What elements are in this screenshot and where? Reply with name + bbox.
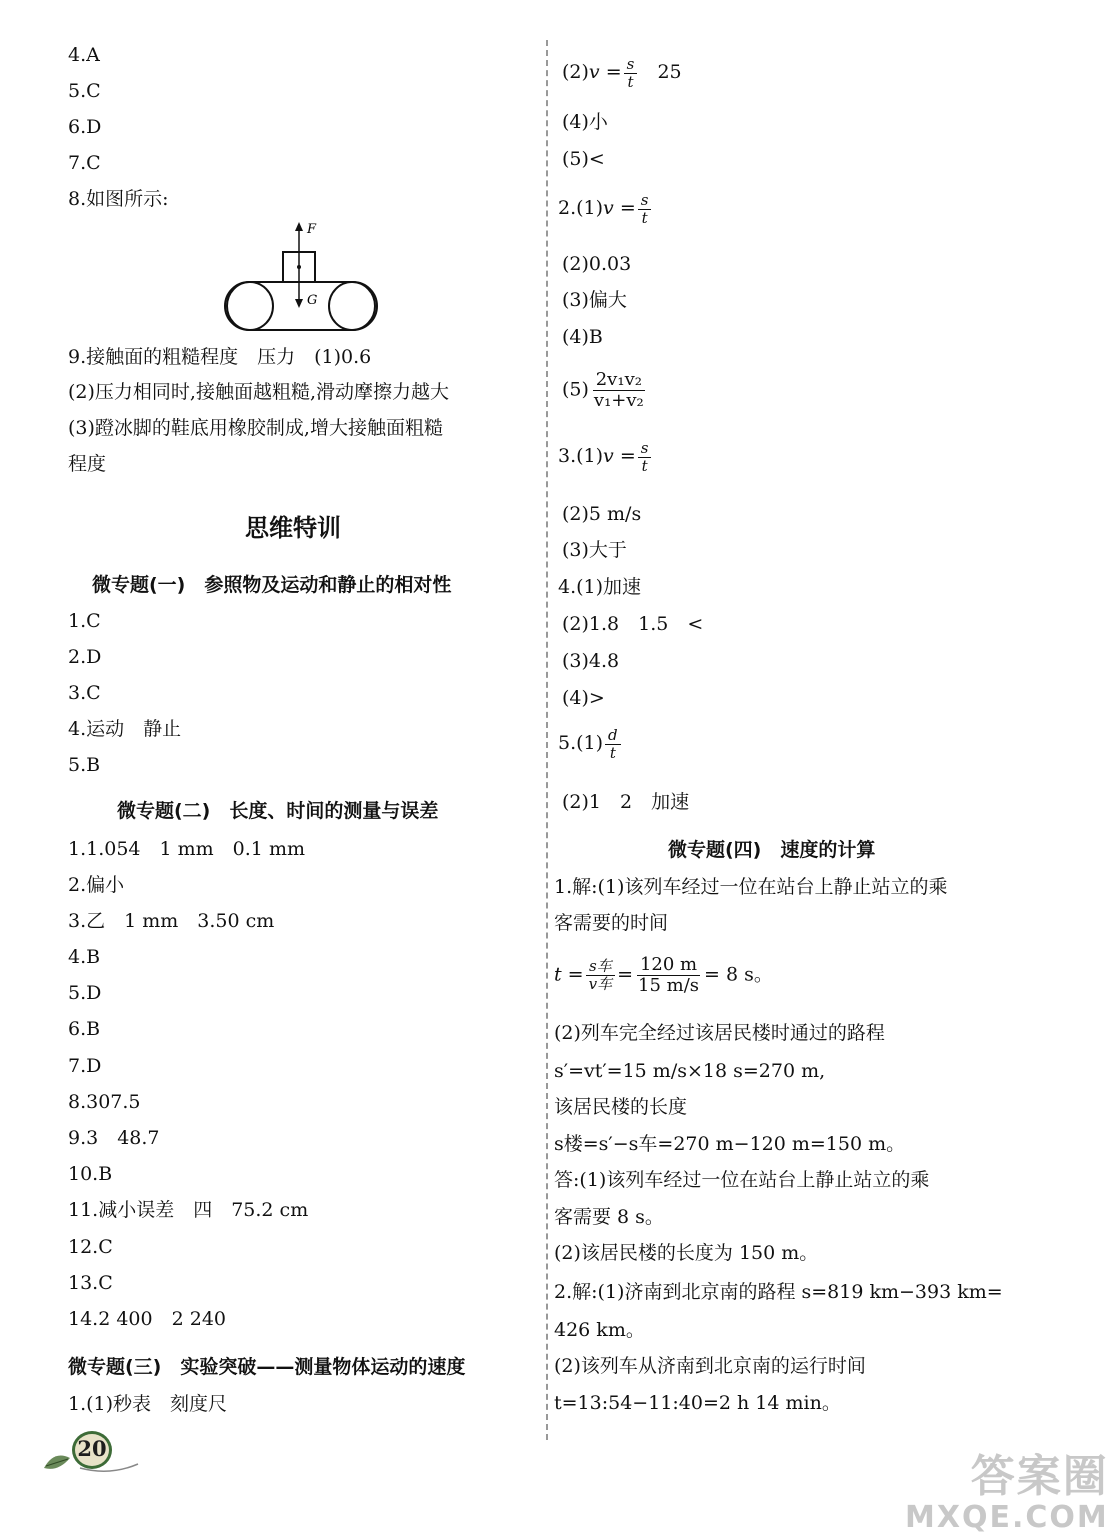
micro-topic-1-title: 微专题(一) 参照物及运动和静止的相对性 xyxy=(92,574,452,596)
ms2-answer: 1.1.054 1 mm 0.1 mm xyxy=(68,838,305,860)
ms2-answer: 3.乙 1 mm 3.50 cm xyxy=(68,910,275,932)
ms1-answer: 1.C xyxy=(68,610,101,632)
ms2-answer: 14.2 400 2 240 xyxy=(68,1308,227,1330)
r-q2-1: 2.(1)v = $\frac{s}{t}$ xyxy=(558,192,653,226)
ms2-answer: 2.偏小 xyxy=(68,874,125,896)
sol2-line: t=13:54−11:40=2 h 14 min。 xyxy=(554,1392,841,1414)
r-q5-2: (2)1 2 加速 xyxy=(562,791,690,813)
sol1-line: 客需要 8 s。 xyxy=(554,1206,664,1228)
answer-9-line1: 9.接触面的粗糙程度 压力 (1)0.6 xyxy=(68,346,372,368)
ms3-answer-1: 1.(1)秒表 刻度尺 xyxy=(68,1393,228,1415)
page-number-badge xyxy=(40,1428,140,1478)
r-q1-4: (4)小 xyxy=(562,111,608,133)
ms1-answer: 3.C xyxy=(68,682,101,704)
answer-7: 7.C xyxy=(68,152,101,174)
ms2-answer: 6.B xyxy=(68,1018,101,1040)
ms2-answer: 12.C xyxy=(68,1236,113,1258)
sol1-line: 该居民楼的长度 xyxy=(554,1096,688,1118)
answer-9-line2: (2)压力相同时,接触面越粗糙,滑动摩擦力越大 xyxy=(68,381,449,403)
sol1-line: 1.解:(1)该列车经过一位在站台上静止站立的乘 xyxy=(554,876,948,898)
watermark: 答案圈 MXQE.COM xyxy=(905,1451,1109,1535)
r-q4-2: (2)1.8 1.5 < xyxy=(562,613,704,635)
r-q2-3: (3)偏大 xyxy=(562,289,627,311)
r-q4-3: (3)4.8 xyxy=(562,650,620,672)
ms2-answer: 8.307.5 xyxy=(68,1091,141,1113)
r-q1-2: (2)v = $\frac{s}{t}$ 25 xyxy=(562,55,682,91)
ms1-answer: 5.B xyxy=(68,754,101,776)
ms2-answer: 13.C xyxy=(68,1272,113,1294)
r-q2-5: (5) $\frac{\text{2v₁v₂}}{\text{v₁+v₂}}$ xyxy=(562,369,644,411)
ms2-answer: 4.B xyxy=(68,946,101,968)
micro-topic-4-title: 微专题(四) 速度的计算 xyxy=(668,839,876,861)
answer-8: 8.如图所示: xyxy=(68,188,169,210)
r-q3-1: 3.(1)v = $\frac{s}{t}$ xyxy=(558,440,653,474)
sol2-line: 426 km。 xyxy=(554,1319,645,1341)
ms2-answer: 10.B xyxy=(68,1163,113,1185)
r-q3-2: (2)5 m/s xyxy=(562,503,642,525)
r-q4-1: 4.(1)加速 xyxy=(558,576,642,598)
section-title: 思维特训 xyxy=(245,514,341,542)
answer-9-line3: (3)蹬冰脚的鞋底用橡胶制成,增大接触面粗糙 xyxy=(68,417,443,439)
sol1-line: (2)该居民楼的长度为 150 m。 xyxy=(554,1242,819,1264)
sol1-line: s楼=s′−s车=270 m−120 m=150 m。 xyxy=(554,1133,906,1155)
force-diagram xyxy=(220,220,385,335)
answer-6: 6.D xyxy=(68,116,102,138)
r-q2-4: (4)B xyxy=(562,326,603,348)
force-f-label: F xyxy=(307,222,317,237)
sol1-line: (2)列车完全经过该居民楼时通过的路程 xyxy=(554,1022,885,1044)
force-g-label: G xyxy=(307,293,318,308)
answer-4: 4.A xyxy=(68,44,100,66)
r-q1-5: (5)< xyxy=(562,148,605,170)
sol2-line: 2.解:(1)济南到北京南的路程 s=819 km−393 km= xyxy=(554,1281,1003,1303)
sol1-line: 客需要的时间 xyxy=(554,912,669,934)
ms1-answer: 2.D xyxy=(68,646,102,668)
sol1-line: 答:(1)该列车经过一位在站台上静止站立的乘 xyxy=(554,1169,930,1191)
ms2-answer: 11.减小误差 四 75.2 cm xyxy=(68,1199,309,1221)
micro-topic-2-title: 微专题(二) 长度、时间的测量与误差 xyxy=(117,800,439,822)
answer-9-line4: 程度 xyxy=(68,453,107,475)
page-number: 20 xyxy=(77,1436,107,1461)
r-q2-2: (2)0.03 xyxy=(562,253,632,275)
ms2-answer: 5.D xyxy=(68,982,102,1004)
ms1-answer: 4.运动 静止 xyxy=(68,718,182,740)
sol1-equation: t = $\frac{\text{s车}}{\text{v车}}$ = $\frac{120 m}{15 m/s}$ = 8 s。 xyxy=(554,954,773,996)
ms2-answer: 9.3 48.7 xyxy=(68,1127,160,1149)
column-divider xyxy=(546,40,548,1440)
ms2-answer: 7.D xyxy=(68,1055,102,1077)
r-q3-3: (3)大于 xyxy=(562,539,627,561)
sol2-line: (2)该列车从济南到北京南的运行时间 xyxy=(554,1355,866,1377)
r-q4-4: (4)> xyxy=(562,687,605,709)
r-q5-1: 5.(1) $\frac{d}{t}$ xyxy=(558,727,623,761)
answer-5: 5.C xyxy=(68,80,101,102)
micro-topic-3-title: 微专题(三) 实验突破——测量物体运动的速度 xyxy=(68,1356,466,1378)
sol1-line: s′=vt′=15 m/s×18 s=270 m, xyxy=(554,1060,826,1082)
